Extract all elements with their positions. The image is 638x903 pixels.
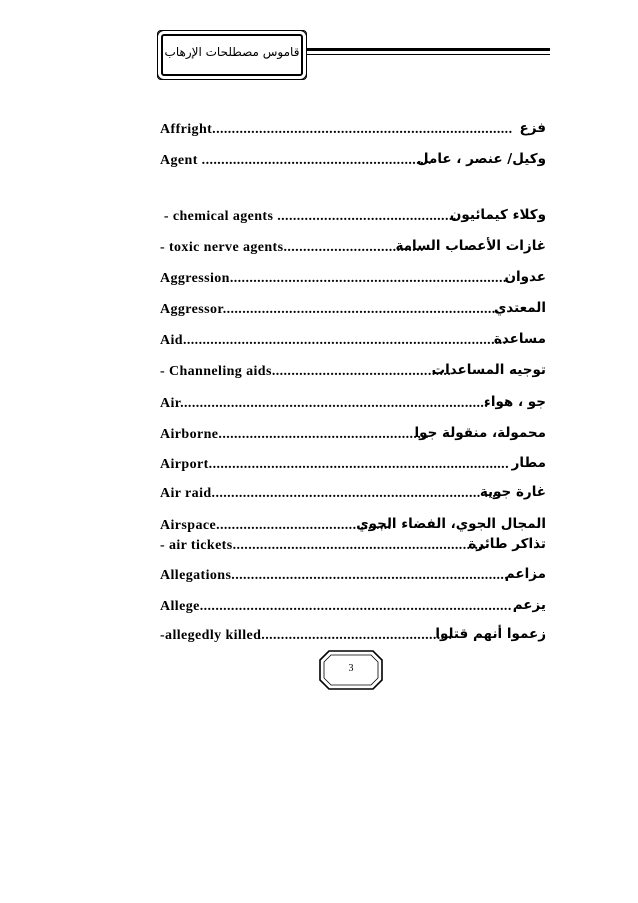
entry-arabic: مطار (511, 455, 546, 471)
glossary-entry (160, 536, 546, 558)
entry-english: Airport............................................................................. (160, 457, 509, 472)
glossary-entry (160, 425, 546, 447)
glossary-entry (160, 120, 546, 142)
glossary-entry (160, 626, 546, 648)
entry-english: - chemical agents ............................................... (160, 209, 461, 224)
page-header (155, 30, 550, 78)
entry-arabic: محمولة، منقولة جوا (414, 425, 546, 441)
entry-english: - air tickets................................................................. (160, 538, 487, 553)
header-rule-thick (305, 48, 550, 51)
header-title: قاموس مصطلحات الإرهاب (164, 45, 300, 59)
entry-english: Air............................................................................... (160, 396, 489, 411)
glossary-entry (160, 362, 546, 384)
entry-english: Aid................................................................................... (160, 333, 507, 348)
glossary-entry (160, 394, 546, 416)
entry-arabic: فزع (519, 120, 546, 136)
glossary-entry (160, 331, 546, 353)
glossary-entry (160, 455, 546, 477)
entry-arabic: المجال الجوي، الفضاء الجوي (356, 516, 546, 532)
entry-arabic: وكلاء كيمائيون (449, 207, 546, 223)
entry-arabic: توجيه المساعدات (431, 362, 546, 378)
entry-arabic: غازات الأعصاب السامة (395, 238, 546, 254)
header-rule-thin (305, 54, 550, 55)
entry-english: - toxic nerve agents.................................... (160, 240, 424, 255)
entry-english: -allegedly killed................................................. (160, 628, 453, 643)
entry-english: - Channeling aids.............................................. (160, 364, 452, 379)
glossary-entry (160, 151, 546, 173)
page-number: 3 (348, 663, 354, 674)
entry-arabic: غارة جوية (479, 484, 546, 500)
entry-english: Aggressor....................................................................... (160, 302, 500, 317)
glossary-entry (160, 597, 546, 619)
entry-arabic: زعموا أنهم قتلوا (435, 626, 546, 642)
entry-arabic: عدوان (504, 269, 546, 285)
entry-english: Air raid..................................................................... ... (160, 486, 497, 501)
page-number-badge (319, 650, 383, 690)
entry-english: Allege................................................................................ (160, 599, 512, 614)
entry-arabic: المعتدي (493, 300, 546, 316)
entry-arabic: يزعم (512, 597, 546, 613)
entry-arabic: مزاعم (504, 566, 546, 582)
glossary-entry (160, 484, 546, 506)
entry-english: Airborne...................................................... (160, 427, 430, 442)
glossary-entry (160, 300, 546, 322)
glossary-entry (160, 207, 546, 229)
header-title-box (161, 34, 303, 76)
entry-arabic: تذاكر طائرة (468, 536, 546, 552)
glossary-entry (160, 269, 546, 291)
entry-english: Affright............................................................................. (160, 122, 513, 137)
glossary-entry (160, 566, 546, 588)
entry-arabic: جو ، هواء (483, 394, 546, 410)
glossary-entry (160, 516, 546, 538)
entry-english: Allegations....................................................................... (160, 568, 509, 583)
entry-english: Aggression....................................................................... (160, 271, 507, 286)
entry-english: Airspace............................................. (160, 518, 392, 533)
entry-english: Agent ........................................................... (160, 153, 432, 168)
glossary-entry (160, 238, 546, 260)
entry-arabic: مساعدة (493, 331, 546, 347)
entry-arabic: وكيل/ عنصر ، عامل (416, 151, 546, 167)
